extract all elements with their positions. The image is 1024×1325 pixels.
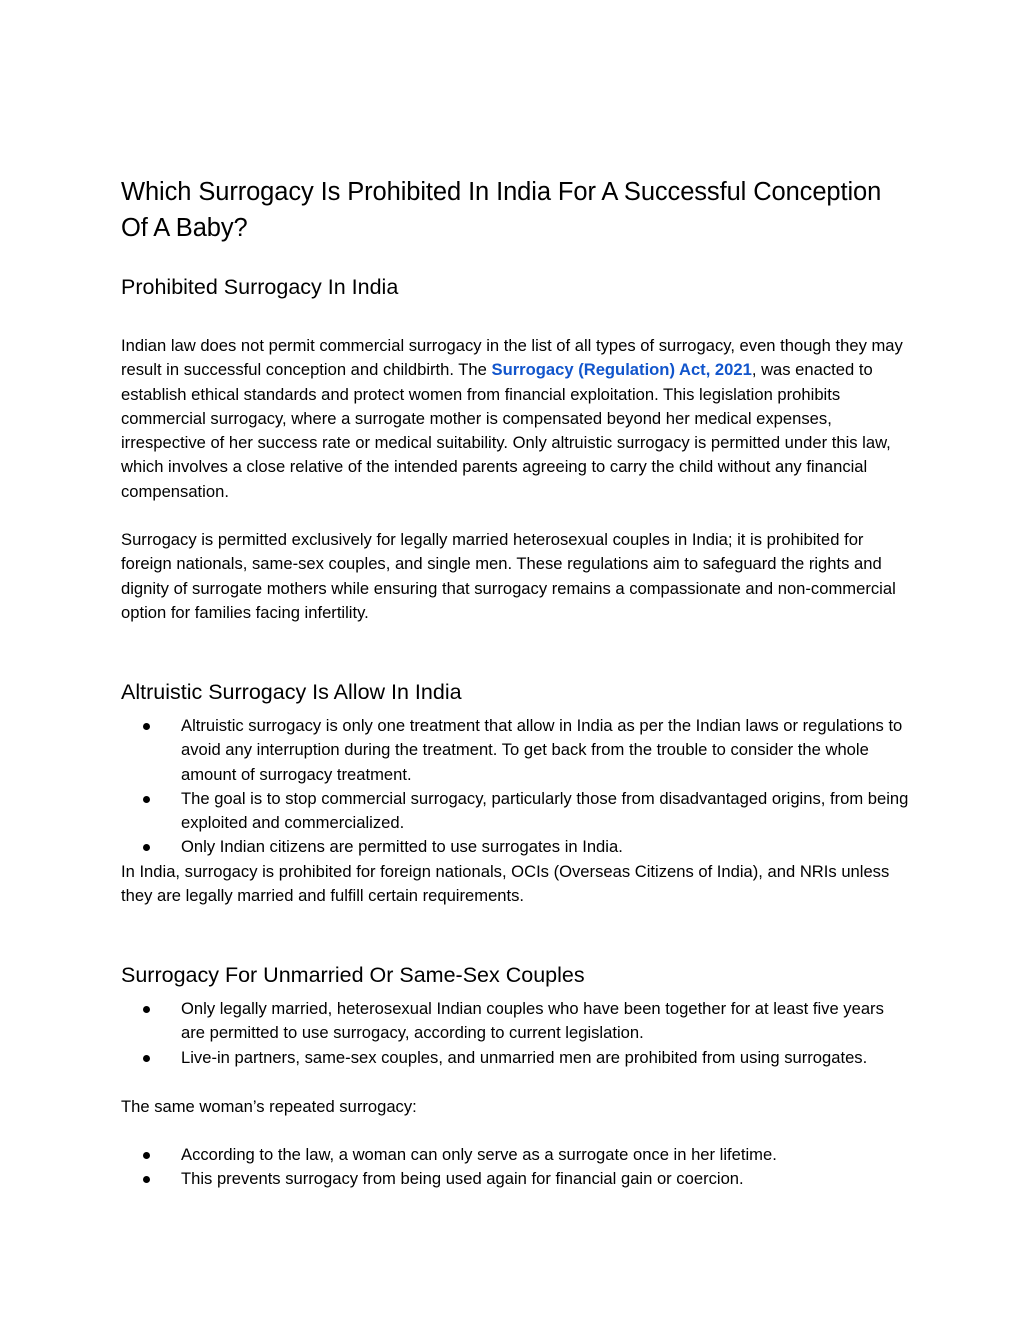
list-item	[121, 714, 911, 787]
list-item	[121, 1046, 911, 1070]
list-item-text: Altruistic surrogacy is only one treatment that allow in India as per the Indian laws or regulations to avoid any interruption during the treatment. To get back from the trouble to consider the whole amount of surrogacy treatment.	[181, 716, 903, 784]
intro-paragraph	[121, 334, 911, 504]
surrogacy-act-link[interactable]: Surrogacy (Regulation) Act, 2021	[491, 360, 752, 380]
list-item-text: Live-in partners, same-sex couples, and unmarried men are prohibited from using surrogates.	[181, 1047, 868, 1067]
list-item-text: The goal is to stop commercial surrogacy, particularly those from disadvantaged origins, from being exploited and commercialized.	[181, 788, 909, 833]
altruistic-closing-paragraph: In India, surrogacy is prohibited for foreign nationals, OCIs (Overseas Citizens of India), and NRIs unless they are legally married and fulfill certain requirements.	[121, 862, 890, 906]
list-item	[121, 1143, 911, 1167]
intro-text-before-link: Indian law does not permit commercial surrogacy in the list of all types of surrogacy, even though they may result in successful conception and childbirth. The	[121, 336, 903, 380]
bullet-icon	[143, 844, 150, 851]
list-item-text: This prevents surrogacy from being used again for financial gain or coercion.	[181, 1169, 744, 1189]
unmarried-section-heading: Surrogacy For Unmarried Or Same-Sex Couples	[121, 963, 585, 987]
list-item-text: According to the law, a woman can only serve as a surrogate once in her lifetime.	[181, 1145, 777, 1164]
list-item-text: Only Indian citizens are permitted to use surrogates in India.	[181, 837, 623, 857]
list-item	[121, 787, 911, 836]
intro-text-after-link: , was enacted to establish ethical standards and protect women from financial exploitation. This legislation prohibits commercial surrogacy, where a surrogate mother is compensated beyond her medical expenses, irrespective of her success rate or medical suitability. Only altruistic surrogacy is permitted under this law, which involves a close relative of the intended parents agreeing to carry the child without any financial compensation.	[121, 360, 891, 501]
second-paragraph: Surrogacy is permitted exclusively for legally married heterosexual couples in India; it is prohibited for foreign nationals, same-sex couples, and single men. These regulations aim to safeguard the rights and dignity of surrogate mothers while ensuring that surrogacy remains a compassionate and non-commercial option for families facing infertility.	[121, 530, 896, 622]
list-item-text: Only legally married, heterosexual Indian couples who have been together for at least five years are permitted to use surrogacy, according to current legislation.	[181, 999, 884, 1043]
list-item	[121, 1167, 911, 1191]
altruistic-section-heading: Altruistic Surrogacy Is Allow In India	[121, 680, 462, 704]
list-item	[121, 997, 911, 1046]
bullet-icon	[143, 1006, 150, 1013]
bullet-icon	[143, 796, 150, 803]
bullet-icon	[143, 723, 150, 730]
unmarried-bullet-list	[121, 997, 911, 1070]
document-title: Which Surrogacy Is Prohibited In India For A Successful Conception Of A Baby?	[121, 178, 882, 242]
repeated-surrogacy-label: The same woman’s repeated surrogacy:	[121, 1097, 417, 1116]
altruistic-bullet-list	[121, 714, 911, 860]
bullet-icon	[143, 1152, 150, 1159]
bullet-icon	[143, 1055, 150, 1062]
repeated-surrogacy-bullet-list	[121, 1143, 911, 1192]
bullet-icon	[143, 1176, 150, 1183]
list-item	[121, 835, 911, 859]
document-subtitle: Prohibited Surrogacy In India	[121, 275, 399, 299]
